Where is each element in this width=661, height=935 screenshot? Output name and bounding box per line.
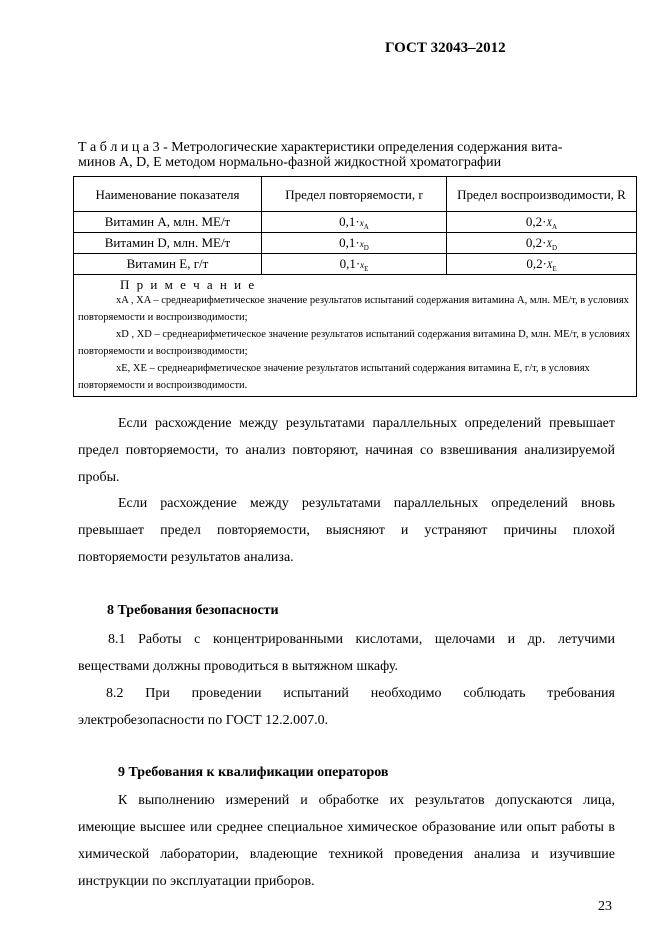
table-note-row xyxy=(74,275,637,397)
table-row xyxy=(74,254,637,275)
note-item: xA , XA – среднеарифметическое значение результатов испытаний содержания витамина А, млн. МЕ/т, в условиях повторяемости и воспроизводимости; xyxy=(78,295,629,323)
paragraph: 8.2 При проведении испытаний необходимо соблюдать требования электробезопасности по ГОСТ 12.2.007.0. xyxy=(78,686,615,728)
repeatability-value: $0,1\cdot x_A$ xyxy=(262,212,447,233)
table-caption xyxy=(78,140,618,170)
paragraph: К выполнению измерений и обработке их результатов допускаются лица, имеющие высшее или среднее специальное химическое образование или опыт работы в химической лаборатории, владеющие техникой проведения анализа и изучившие инструкции по эксплуатации приборов. xyxy=(78,793,615,889)
paragraph: Если расхождение между результатами параллельных определений превышает предел повторяемости, то анализ повторяют, начиная со взвешивания анализируемой пробы. xyxy=(78,416,615,485)
row-name: Витамин D, млн. МЕ/т xyxy=(74,233,262,254)
header-reproducibility: Предел воспроизводимости, R xyxy=(447,177,637,212)
table-caption-line2: минов A, D, E методом нормально-фазной жидкостной хроматографии xyxy=(78,155,502,170)
section-heading: 8 Требования безопасности xyxy=(107,603,279,618)
note-item: xE, XE – среднеарифметическое значение результатов испытаний содержания витамина Е, г/т, в условиях повторяемости и воспроизводимости. xyxy=(78,363,590,391)
page-number: 23 xyxy=(598,899,612,914)
paragraph: Если расхождение между результатами параллельных определений вновь превышает предел повторяемости, выясняют и устраняют причины плохой повторяемости результатов анализа. xyxy=(78,496,615,565)
paragraph: 8.1 Работы с концентрированными кислотами, щелочами и др. летучими веществами должны проводиться в вытяжном шкафу. xyxy=(78,632,615,674)
metrology-table xyxy=(73,176,637,397)
table-caption-line1: Т а б л и ц а 3 - Метрологические характеристики определения содержания вита- xyxy=(78,140,563,155)
reproducibility-value: $0,2\cdot X_D$ xyxy=(447,233,637,254)
table-row xyxy=(74,212,637,233)
note-item: xD , XD – среднеарифметическое значение результатов испытаний содержания витамина D, млн. МЕ/т, в условиях повторяемости и воспроизводимости; xyxy=(78,329,631,357)
document-number: ГОСТ 32043–2012 xyxy=(385,40,506,56)
repeatability-value: $0,1\cdot x_E$ xyxy=(262,254,447,275)
note-title: П р и м е ч а н и е xyxy=(120,277,257,292)
header-repeatability: Предел повторяемости, r xyxy=(262,177,447,212)
row-name: Витамин Е, г/т xyxy=(74,254,262,275)
table-note xyxy=(74,275,637,397)
table-header-row xyxy=(74,177,637,212)
header-indicator: Наименование показателя xyxy=(74,177,262,212)
table-row xyxy=(74,233,637,254)
repeatability-value: $0,1\cdot x_D$ xyxy=(262,233,447,254)
section-heading: 9 Требования к квалификации операторов xyxy=(118,765,389,780)
reproducibility-value: $0,2\cdot X_E$ xyxy=(447,254,637,275)
reproducibility-value: $0,2\cdot X_A$ xyxy=(447,212,637,233)
row-name: Витамин А, млн. МЕ/т xyxy=(74,212,262,233)
